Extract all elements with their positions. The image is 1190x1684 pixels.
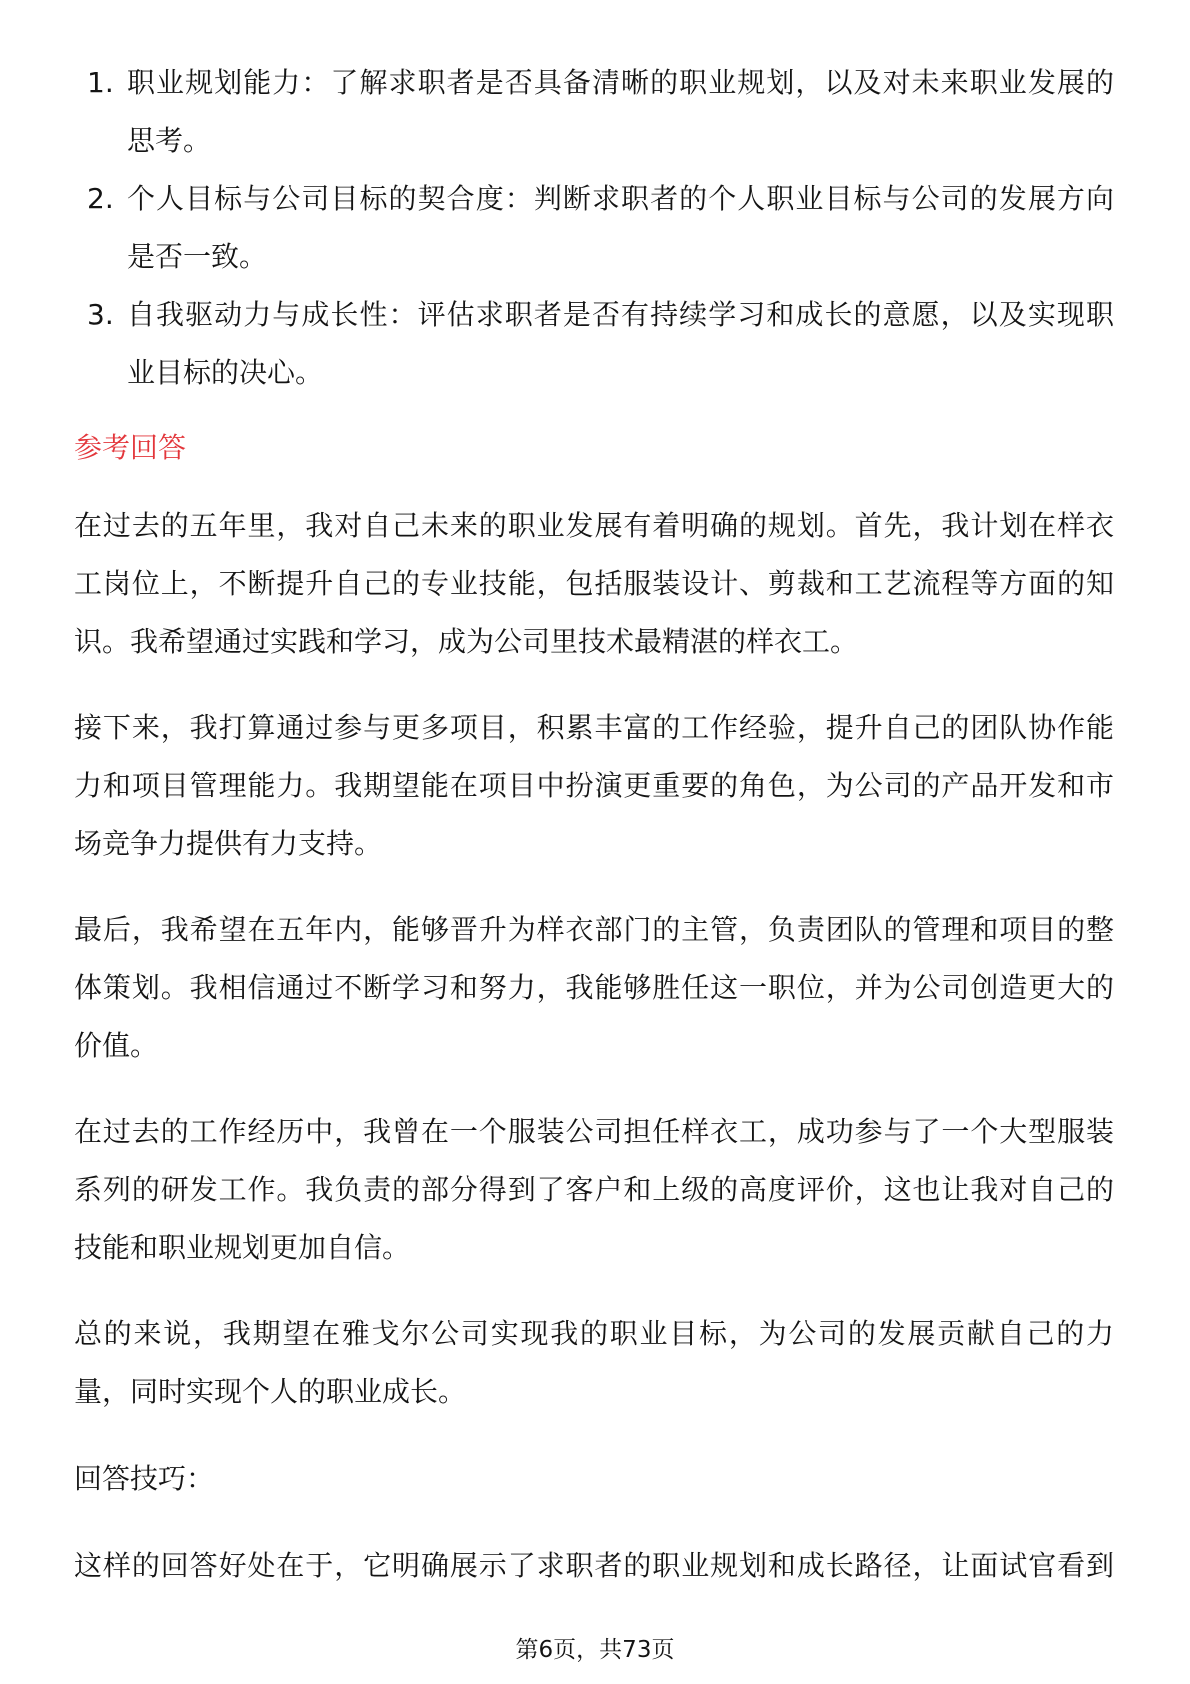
list-item <box>74 170 1114 286</box>
list-item <box>74 54 1114 170</box>
answer-paragraph <box>74 1305 1114 1421</box>
paragraph-line: 系列的研发工作。我负责的部分得到了客户和上级的高度评价，这也让我对自己的 <box>74 1173 1114 1206</box>
answer-paragraph <box>74 901 1114 1075</box>
list-line: 个人目标与公司目标的契合度：判断求职者的个人职业目标与公司的发展方向 <box>127 182 1114 215</box>
paragraph-line: 场竞争力提供有力支持。 <box>74 827 383 860</box>
paragraph-line: 工岗位上，不断提升自己的专业技能，包括服装设计、剪裁和工艺流程等方面的知 <box>74 567 1114 600</box>
paragraph-line: 在过去的工作经历中，我曾在一个服装公司担任样衣工，成功参与了一个大型服装 <box>74 1115 1114 1148</box>
list-item-text <box>127 54 1114 170</box>
question-list <box>74 54 1114 402</box>
list-line: 职业规划能力：了解求职者是否具备清晰的职业规划，以及对未来职业发展的 <box>127 66 1114 99</box>
list-line: 思考。 <box>127 124 212 157</box>
paragraph-line: 技能和职业规划更加自信。 <box>74 1231 411 1264</box>
list-line: 自我驱动力与成长性：评估求职者是否有持续学习和成长的意愿，以及实现职 <box>127 298 1114 331</box>
paragraph-line: 体策划。我相信通过不断学习和努力，我能够胜任这一职位，并为公司创造更大的 <box>74 971 1114 1004</box>
paragraph-line: 最后，我希望在五年内，能够晋升为样衣部门的主管，负责团队的管理和项目的整 <box>74 913 1114 946</box>
answer-paragraph <box>74 699 1114 873</box>
paragraph-line: 接下来，我打算通过参与更多项目，积累丰富的工作经验，提升自己的团队协作能 <box>74 711 1114 744</box>
answer-paragraph <box>74 497 1114 671</box>
paragraph-line: 量，同时实现个人的职业成长。 <box>74 1375 467 1408</box>
list-item-text <box>127 170 1114 286</box>
section-heading: 参考回答 <box>74 431 187 464</box>
paragraph-line: 这样的回答好处在于，它明确展示了求职者的职业规划和成长路径，让面试官看到 <box>74 1549 1114 1582</box>
tips-paragraph <box>74 1537 1114 1595</box>
list-number: 3. <box>87 298 114 331</box>
list-line: 是否一致。 <box>127 240 268 273</box>
list-number: 2. <box>87 182 114 215</box>
list-line: 业目标的决心。 <box>127 356 324 389</box>
answer-paragraph <box>74 1103 1114 1277</box>
page-footer: 第6页，共73页 <box>515 1637 675 1663</box>
paragraph-line: 力和项目管理能力。我期望能在项目中扮演更重要的角色，为公司的产品开发和市 <box>74 769 1114 802</box>
paragraph-line: 识。我希望通过实践和学习，成为公司里技术最精湛的样衣工。 <box>74 625 859 658</box>
page-content <box>74 54 1114 1595</box>
list-number: 1. <box>87 66 114 99</box>
list-item <box>74 286 1114 402</box>
paragraph-line: 价值。 <box>74 1029 159 1062</box>
tips-heading: 回答技巧： <box>74 1462 215 1495</box>
paragraph-line: 在过去的五年里，我对自己未来的职业发展有着明确的规划。首先，我计划在样衣 <box>74 509 1114 542</box>
list-item-text <box>127 286 1114 402</box>
paragraph-line: 总的来说，我期望在雅戈尔公司实现我的职业目标，为公司的发展贡献自己的力 <box>74 1317 1114 1350</box>
